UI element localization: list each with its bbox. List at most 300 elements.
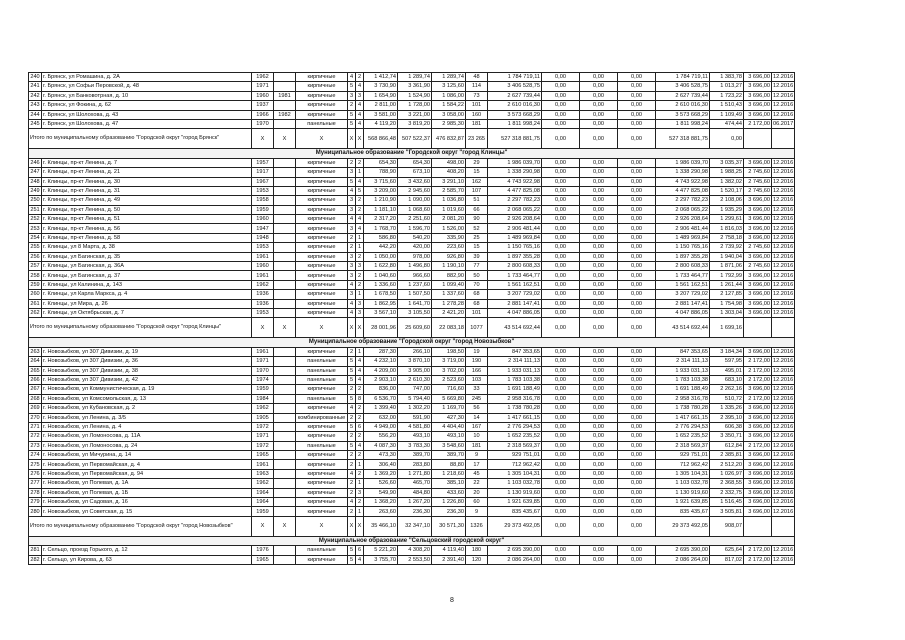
floors-cell: 3 [348, 224, 356, 233]
build-year-cell: 1953 [252, 308, 274, 317]
cost-per-sqm-cell: 474,44 [710, 119, 744, 128]
cost-limit-cell: 3 696,00 [744, 280, 772, 289]
cost-per-sqm-cell: 597,95 [710, 357, 744, 366]
repair-cost-cell: 1 691 188,49 [488, 385, 542, 394]
floors-cell: 2 [348, 233, 356, 242]
federal-funds-cell: 0,00 [542, 91, 580, 100]
wall-material-cell: панельные [296, 366, 348, 375]
total-premises-area-cell: 25 609,60 [398, 318, 432, 338]
total-repair-cost-cell: 29 373 492,05 [488, 516, 542, 536]
owner-funds-cell: 1 130 919,60 [656, 488, 710, 497]
cost-limit-cell: 3 696,00 [744, 460, 772, 469]
table-row [29, 186, 795, 195]
cost-limit-cell: 3 696,00 [744, 215, 772, 224]
local-funds-cell: 0,00 [618, 357, 656, 366]
residential-area-cell: 2 421,20 [432, 308, 466, 317]
row-number-cell: 269 [30, 405, 40, 412]
repair-cost-cell: 1 921 639,85 [488, 498, 542, 507]
entrances-cell: 2 [356, 413, 364, 422]
premises-area-cell: 966,60 [398, 271, 432, 280]
cost-limit-cell: 3 696,00 [744, 252, 772, 261]
entrances-cell: 1 [356, 290, 364, 299]
residential-area-cell: 236,30 [432, 507, 466, 516]
regional-funds-cell: 0,00 [580, 224, 618, 233]
entrances-cell: 4 [356, 224, 364, 233]
address-cell: г. Клинцы, пр-кт Ленина, д. 7 [42, 158, 252, 167]
federal-funds-cell: 0,00 [542, 262, 580, 271]
row-number-cell: 253 [30, 225, 40, 232]
build-year-cell: 1962 [252, 73, 274, 82]
reconstruction-year-cell [274, 299, 296, 308]
wall-material-cell: кирпичные [296, 555, 348, 564]
residents-cell: 33 [466, 385, 488, 394]
cost-per-sqm-cell: 1 940,04 [710, 252, 744, 261]
municipality-total-row [29, 129, 795, 149]
owner-funds-cell: 1 733 464,77 [656, 271, 710, 280]
cost-per-sqm-cell: 1 510,43 [710, 101, 744, 110]
reconstruction-year-cell [274, 271, 296, 280]
address-cell: г. Клинцы, пр-кт Ленина, д. 21 [42, 168, 252, 177]
residential-area-cell: 4 404,40 [432, 422, 466, 431]
row-number-cell: 262 [30, 310, 40, 317]
federal-funds-cell: 0,00 [542, 271, 580, 280]
residents-cell: 167 [466, 422, 488, 431]
premises-area-cell: 2 945,60 [398, 186, 432, 195]
total-area-cell: 5 221,20 [364, 546, 398, 555]
local-funds-cell: 0,00 [618, 394, 656, 403]
completion-date-cell: 12.2016 [773, 433, 794, 440]
table-row [29, 357, 795, 366]
build-year-cell: 1960 [252, 91, 274, 100]
cost-limit-cell: 3 696,00 [744, 290, 772, 299]
regional-funds-cell: 0,00 [580, 422, 618, 431]
total-area-cell: 1 050,00 [364, 252, 398, 261]
build-year-cell: 1971 [252, 432, 274, 441]
cost-per-sqm-cell: 2 332,75 [710, 488, 744, 497]
residential-area-cell: 1 278,28 [432, 299, 466, 308]
regional-funds-cell: 0,00 [580, 82, 618, 91]
total-area-cell: 306,40 [364, 460, 398, 469]
regional-funds-cell: 0,00 [580, 262, 618, 271]
floors-cell: 4 [348, 308, 356, 317]
reconstruction-year-cell [274, 177, 296, 186]
residents-cell: 52 [466, 224, 488, 233]
address-cell: г. Брянск, ул Шолохова, д. 43 [42, 110, 252, 119]
residents-cell: 245 [466, 394, 488, 403]
regional-funds-cell: 0,00 [580, 451, 618, 460]
total-x-cell: X [356, 516, 364, 536]
cost-per-sqm-cell: 3 184,34 [710, 347, 744, 356]
build-year-cell: 1962 [252, 479, 274, 488]
table-row [29, 177, 795, 186]
cost-per-sqm-cell: 1 383,78 [710, 73, 744, 82]
owner-funds-cell: 3 573 668,29 [656, 110, 710, 119]
floors-cell: 2 [348, 451, 356, 460]
total-x-cell: X [296, 516, 348, 536]
premises-area-cell: 3 361,90 [398, 82, 432, 91]
federal-funds-cell: 0,00 [542, 546, 580, 555]
reconstruction-year-cell [274, 308, 296, 317]
federal-funds-cell: 0,00 [542, 498, 580, 507]
total-regional-funds-cell: 0,00 [580, 516, 618, 536]
floors-cell: 2 [348, 432, 356, 441]
reconstruction-year-cell [274, 243, 296, 252]
cost-limit-cell: 3 696,00 [744, 224, 772, 233]
federal-funds-cell: 0,00 [542, 252, 580, 261]
section-title: Муниципальное образование "Городской округ "город Новозыбков" [29, 338, 795, 347]
reconstruction-year-cell [274, 158, 296, 167]
total-area-cell: 473,30 [364, 451, 398, 460]
owner-funds-cell: 929 751,01 [656, 451, 710, 460]
entrances-cell: 2 [356, 385, 364, 394]
cost-limit-cell: 3 696,00 [744, 451, 772, 460]
row-number-cell: 241 [30, 83, 40, 90]
address-cell: г. Новозыбков, ул Кубановская, д. 2 [42, 404, 252, 413]
completion-date-cell: 12.2016 [773, 216, 794, 223]
local-funds-cell: 0,00 [618, 186, 656, 195]
address-cell: г. Клинцы, ул Калинина, д. 143 [42, 280, 252, 289]
reconstruction-year-cell [274, 366, 296, 375]
total-federal-funds-cell: 0,00 [542, 516, 580, 536]
wall-material-cell: кирпичные [296, 404, 348, 413]
completion-date-cell: 12.2016 [773, 414, 794, 421]
premises-area-cell: 3 783,30 [398, 441, 432, 450]
total-federal-funds-cell: 0,00 [542, 318, 580, 338]
residents-cell: 181 [466, 441, 488, 450]
entrances-cell: 4 [356, 101, 364, 110]
total-residents-cell: 23 265 [466, 129, 488, 149]
entrances-cell: 2 [356, 158, 364, 167]
row-number-cell: 245 [30, 121, 40, 128]
owner-funds-cell: 1 783 103,38 [656, 375, 710, 384]
completion-date-cell: 12.2016 [773, 556, 794, 563]
cost-limit-cell: 2 172,00 [744, 366, 772, 375]
table-row [29, 252, 795, 261]
floors-cell: 3 [348, 290, 356, 299]
regional-funds-cell: 0,00 [580, 299, 618, 308]
address-cell: г. Клинцы, пр-кт Ленина, д. 49 [42, 196, 252, 205]
cost-limit-cell: 3 696,00 [744, 413, 772, 422]
premises-area-cell: 4 581,80 [398, 422, 432, 431]
row-number-cell: 281 [30, 547, 40, 554]
total-residents-cell: 1077 [466, 318, 488, 338]
owner-funds-cell: 2 776 294,53 [656, 422, 710, 431]
address-cell: г. Новозыбков, ул 307 Дивизии, д. 42 [42, 375, 252, 384]
residents-cell: 22 [466, 479, 488, 488]
repair-cost-cell: 4 743 922,98 [488, 177, 542, 186]
address-cell: г. Брянск, ул Софьи Перовской, д. 48 [42, 82, 252, 91]
federal-funds-cell: 0,00 [542, 196, 580, 205]
total-owner-funds-cell: 43 514 692,44 [656, 318, 710, 338]
total-area-cell: 632,00 [364, 413, 398, 422]
repair-cost-cell: 3 406 528,75 [488, 82, 542, 91]
residential-area-cell: 1 226,80 [432, 498, 466, 507]
reconstruction-year-cell [274, 441, 296, 450]
wall-material-cell: кирпичные [296, 186, 348, 195]
cost-per-sqm-cell: 1 792,99 [710, 271, 744, 280]
owner-funds-cell: 847 353,65 [656, 347, 710, 356]
address-cell: г. Клинцы, ул Октябрьская, д. 7 [42, 308, 252, 317]
federal-funds-cell: 0,00 [542, 186, 580, 195]
cost-limit-cell: 2 745,60 [744, 168, 772, 177]
cost-per-sqm-cell: 1 935,29 [710, 205, 744, 214]
owner-funds-cell: 3 406 528,75 [656, 82, 710, 91]
residents-cell: 29 [466, 158, 488, 167]
repair-cost-cell: 2 695 390,00 [488, 546, 542, 555]
table-row [29, 422, 795, 431]
owner-funds-cell: 2 695 390,00 [656, 546, 710, 555]
floors-cell: 4 [348, 280, 356, 289]
row-number-cell: 277 [30, 480, 40, 487]
row-number-cell: 240 [30, 74, 40, 81]
address-cell: г. Новозыбков, ул Мичурина, д. 14 [42, 451, 252, 460]
entrances-cell: 1 [356, 168, 364, 177]
local-funds-cell: 0,00 [618, 243, 656, 252]
repair-cost-cell: 4 477 825,08 [488, 186, 542, 195]
wall-material-cell: кирпичные [296, 308, 348, 317]
premises-area-cell: 3 819,20 [398, 119, 432, 128]
cost-per-sqm-cell: 510,72 [710, 394, 744, 403]
cost-per-sqm-cell: 1 299,61 [710, 215, 744, 224]
cost-limit-cell: 2 172,00 [744, 394, 772, 403]
completion-date-cell: 12.2016 [773, 508, 794, 515]
premises-area-cell: 3 221,00 [398, 110, 432, 119]
row-number-cell: 278 [30, 489, 40, 496]
reconstruction-year-cell [274, 460, 296, 469]
regional-funds-cell: 0,00 [580, 488, 618, 497]
federal-funds-cell: 0,00 [542, 168, 580, 177]
regional-funds-cell: 0,00 [580, 357, 618, 366]
regional-funds-cell: 0,00 [580, 280, 618, 289]
residential-area-cell: 88,80 [432, 460, 466, 469]
cost-per-sqm-cell: 612,84 [710, 441, 744, 450]
address-cell: г. Клинцы, пр-кт Ленина, д. 31 [42, 186, 252, 195]
repair-cost-cell: 1 733 464,77 [488, 271, 542, 280]
floors-cell: 3 [348, 252, 356, 261]
local-funds-cell: 0,00 [618, 479, 656, 488]
entrances-cell: 2 [356, 252, 364, 261]
owner-funds-cell: 1 738 780,28 [656, 404, 710, 413]
premises-area-cell: 236,30 [398, 507, 432, 516]
cost-per-sqm-cell: 1 382,02 [710, 177, 744, 186]
residential-area-cell: 2 081,20 [432, 215, 466, 224]
cost-per-sqm-cell: 1 013,27 [710, 82, 744, 91]
total-area-cell: 3 209,00 [364, 186, 398, 195]
completion-date-cell: 12.2016 [773, 310, 794, 317]
completion-date-cell: 12.2016 [773, 423, 794, 430]
residential-area-cell: 1 169,70 [432, 404, 466, 413]
cost-per-sqm-cell: 2 262,16 [710, 385, 744, 394]
total-x-cell: X [356, 129, 364, 149]
wall-material-cell: кирпичные [296, 110, 348, 119]
reconstruction-year-cell [274, 215, 296, 224]
floors-cell: 3 [348, 271, 356, 280]
row-number-cell: 280 [30, 508, 40, 515]
regional-funds-cell: 0,00 [580, 196, 618, 205]
reconstruction-year-cell [274, 451, 296, 460]
total-x-cell: X [296, 318, 348, 338]
wall-material-cell: панельные [296, 357, 348, 366]
entrances-cell: 1 [356, 460, 364, 469]
repair-cost-cell: 1 338 290,98 [488, 168, 542, 177]
completion-date-cell: 12.2016 [773, 547, 794, 554]
build-year-cell: 1963 [252, 469, 274, 478]
address-cell: г. Новозыбков, ул Ленина, д. 4 [42, 422, 252, 431]
premises-area-cell: 654,30 [398, 158, 432, 167]
entrances-cell: 1 [356, 347, 364, 356]
table-row [29, 469, 795, 478]
premises-area-cell: 1 237,60 [398, 280, 432, 289]
residents-cell: 120 [466, 555, 488, 564]
repair-cost-cell: 1 738 780,28 [488, 404, 542, 413]
build-year-cell: 1961 [252, 271, 274, 280]
row-number-cell: 273 [30, 442, 40, 449]
total-area-cell: 1 622,80 [364, 262, 398, 271]
owner-funds-cell: 1 150 765,16 [656, 243, 710, 252]
total-premises-area-cell: 32 347,10 [398, 516, 432, 536]
repair-cost-cell: 2 958 316,78 [488, 394, 542, 403]
total-local-funds-cell: 0,00 [618, 318, 656, 338]
total-area-cell: 1 181,10 [364, 205, 398, 214]
row-number-cell: 261 [30, 300, 40, 307]
table-row [29, 168, 795, 177]
repair-cost-cell: 2 627 739,44 [488, 91, 542, 100]
residential-area-cell: 1 584,22 [432, 101, 466, 110]
local-funds-cell: 0,00 [618, 215, 656, 224]
cost-per-sqm-cell: 2 108,06 [710, 196, 744, 205]
cost-per-sqm-cell: 1 520,17 [710, 186, 744, 195]
row-number-cell: 249 [30, 188, 40, 194]
build-year-cell: 1965 [252, 555, 274, 564]
build-year-cell: 1964 [252, 488, 274, 497]
residential-area-cell: 1 218,60 [432, 469, 466, 478]
total-area-cell: 586,80 [364, 233, 398, 242]
premises-area-cell: 465,70 [398, 479, 432, 488]
completion-date-cell: 12.2016 [773, 263, 794, 270]
entrances-cell: 4 [356, 215, 364, 224]
total-area-cell: 287,30 [364, 347, 398, 356]
cost-per-sqm-cell: 2 127,85 [710, 290, 744, 299]
row-number-cell: 274 [30, 452, 40, 459]
local-funds-cell: 0,00 [618, 110, 656, 119]
residential-area-cell: 1 099,40 [432, 280, 466, 289]
build-year-cell: 1937 [252, 101, 274, 110]
repair-cost-cell: 835 435,67 [488, 507, 542, 516]
cost-per-sqm-cell: 1 871,06 [710, 262, 744, 271]
row-number-cell: 264 [30, 358, 40, 365]
completion-date-cell: 12.2016 [773, 159, 794, 166]
residential-area-cell: 716,60 [432, 385, 466, 394]
local-funds-cell: 0,00 [618, 82, 656, 91]
federal-funds-cell: 0,00 [542, 205, 580, 214]
address-cell: г. Новозыбков, ул Первомайская, д. 94 [42, 469, 252, 478]
build-year-cell: 1974 [252, 375, 274, 384]
cost-per-sqm-cell: 3 505,81 [710, 507, 744, 516]
floors-cell: 5 [348, 357, 356, 366]
residents-cell: 180 [466, 546, 488, 555]
floors-cell: 4 [348, 186, 356, 195]
table-row [29, 290, 795, 299]
total-residential-area-cell: 22 083,18 [432, 318, 466, 338]
repair-cost-cell: 2 906 481,44 [488, 224, 542, 233]
local-funds-cell: 0,00 [618, 205, 656, 214]
owner-funds-cell: 2 318 569,37 [656, 441, 710, 450]
build-year-cell: 1953 [252, 243, 274, 252]
premises-area-cell: 1 289,74 [398, 73, 432, 82]
entrances-cell: 2 [356, 469, 364, 478]
entrances-cell: 4 [356, 441, 364, 450]
regional-funds-cell: 0,00 [580, 432, 618, 441]
residents-cell: 15 [466, 168, 488, 177]
entrances-cell: 4 [356, 82, 364, 91]
total-label: Итого по муниципальному образованию "Городской округ "город Клинцы" [29, 318, 252, 338]
entrances-cell: 2 [356, 451, 364, 460]
wall-material-cell: кирпичные [296, 101, 348, 110]
federal-funds-cell: 0,00 [542, 479, 580, 488]
total-x-cell: X [252, 318, 274, 338]
wall-material-cell: кирпичные [296, 177, 348, 186]
reconstruction-year-cell [274, 432, 296, 441]
residents-cell: 166 [466, 366, 488, 375]
table-row [29, 308, 795, 317]
address-cell: г. Клинцы, пр-кт Ленина, д. 30 [42, 177, 252, 186]
floors-cell: 5 [348, 177, 356, 186]
regional-funds-cell: 0,00 [580, 394, 618, 403]
cost-limit-cell: 2 172,00 [744, 546, 772, 555]
build-year-cell: 1962 [252, 404, 274, 413]
residential-area-cell: 1 289,74 [432, 73, 466, 82]
cost-per-sqm-cell: 495,01 [710, 366, 744, 375]
table-row [29, 546, 795, 555]
address-cell: г. Новозыбков, ул Полевая, д. 1Б [42, 488, 252, 497]
entrances-cell: 1 [356, 233, 364, 242]
repair-cost-cell: 1 811 998,24 [488, 119, 542, 128]
residents-cell: 101 [466, 101, 488, 110]
federal-funds-cell: 0,00 [542, 82, 580, 91]
repair-cost-cell: 2 610 016,30 [488, 101, 542, 110]
repair-cost-cell: 1 784 719,11 [488, 73, 542, 82]
address-cell: г. Брянск, ул Фокина, д. 62 [42, 101, 252, 110]
cost-per-sqm-cell: 3 035,37 [710, 158, 744, 167]
owner-funds-cell: 1 305 104,31 [656, 469, 710, 478]
total-area-cell: 4 232,10 [364, 357, 398, 366]
regional-funds-cell: 0,00 [580, 460, 618, 469]
repair-cost-cell: 1 103 032,78 [488, 479, 542, 488]
floors-cell: 3 [348, 168, 356, 177]
reconstruction-year-cell [274, 168, 296, 177]
owner-funds-cell: 1 561 162,51 [656, 280, 710, 289]
total-label: Итого по муниципальному образованию "Городской округ "город Новозыбков" [29, 516, 252, 536]
build-year-cell: 1958 [252, 196, 274, 205]
cost-limit-cell: 3 696,00 [744, 488, 772, 497]
regional-funds-cell: 0,00 [580, 271, 618, 280]
local-funds-cell: 0,00 [618, 507, 656, 516]
reconstruction-year-cell [274, 186, 296, 195]
build-year-cell: 1971 [252, 357, 274, 366]
reconstruction-year-cell [274, 262, 296, 271]
address-cell: г. Новозыбков, ул 307 Дивизии, д. 19 [42, 347, 252, 356]
completion-date-cell: 12.2016 [773, 234, 794, 241]
address-cell: г. Клинцы, ул Мира, д. 26 [42, 299, 252, 308]
table-row [29, 280, 795, 289]
reconstruction-year-cell: 1982 [274, 110, 296, 119]
address-cell: г. Новозыбков, ул Ленина, д. 3/5 [42, 413, 252, 422]
federal-funds-cell: 0,00 [542, 177, 580, 186]
floors-cell: 2 [348, 158, 356, 167]
entrances-cell: 3 [356, 262, 364, 271]
wall-material-cell: кирпичные [296, 243, 348, 252]
build-year-cell: 1961 [252, 252, 274, 261]
